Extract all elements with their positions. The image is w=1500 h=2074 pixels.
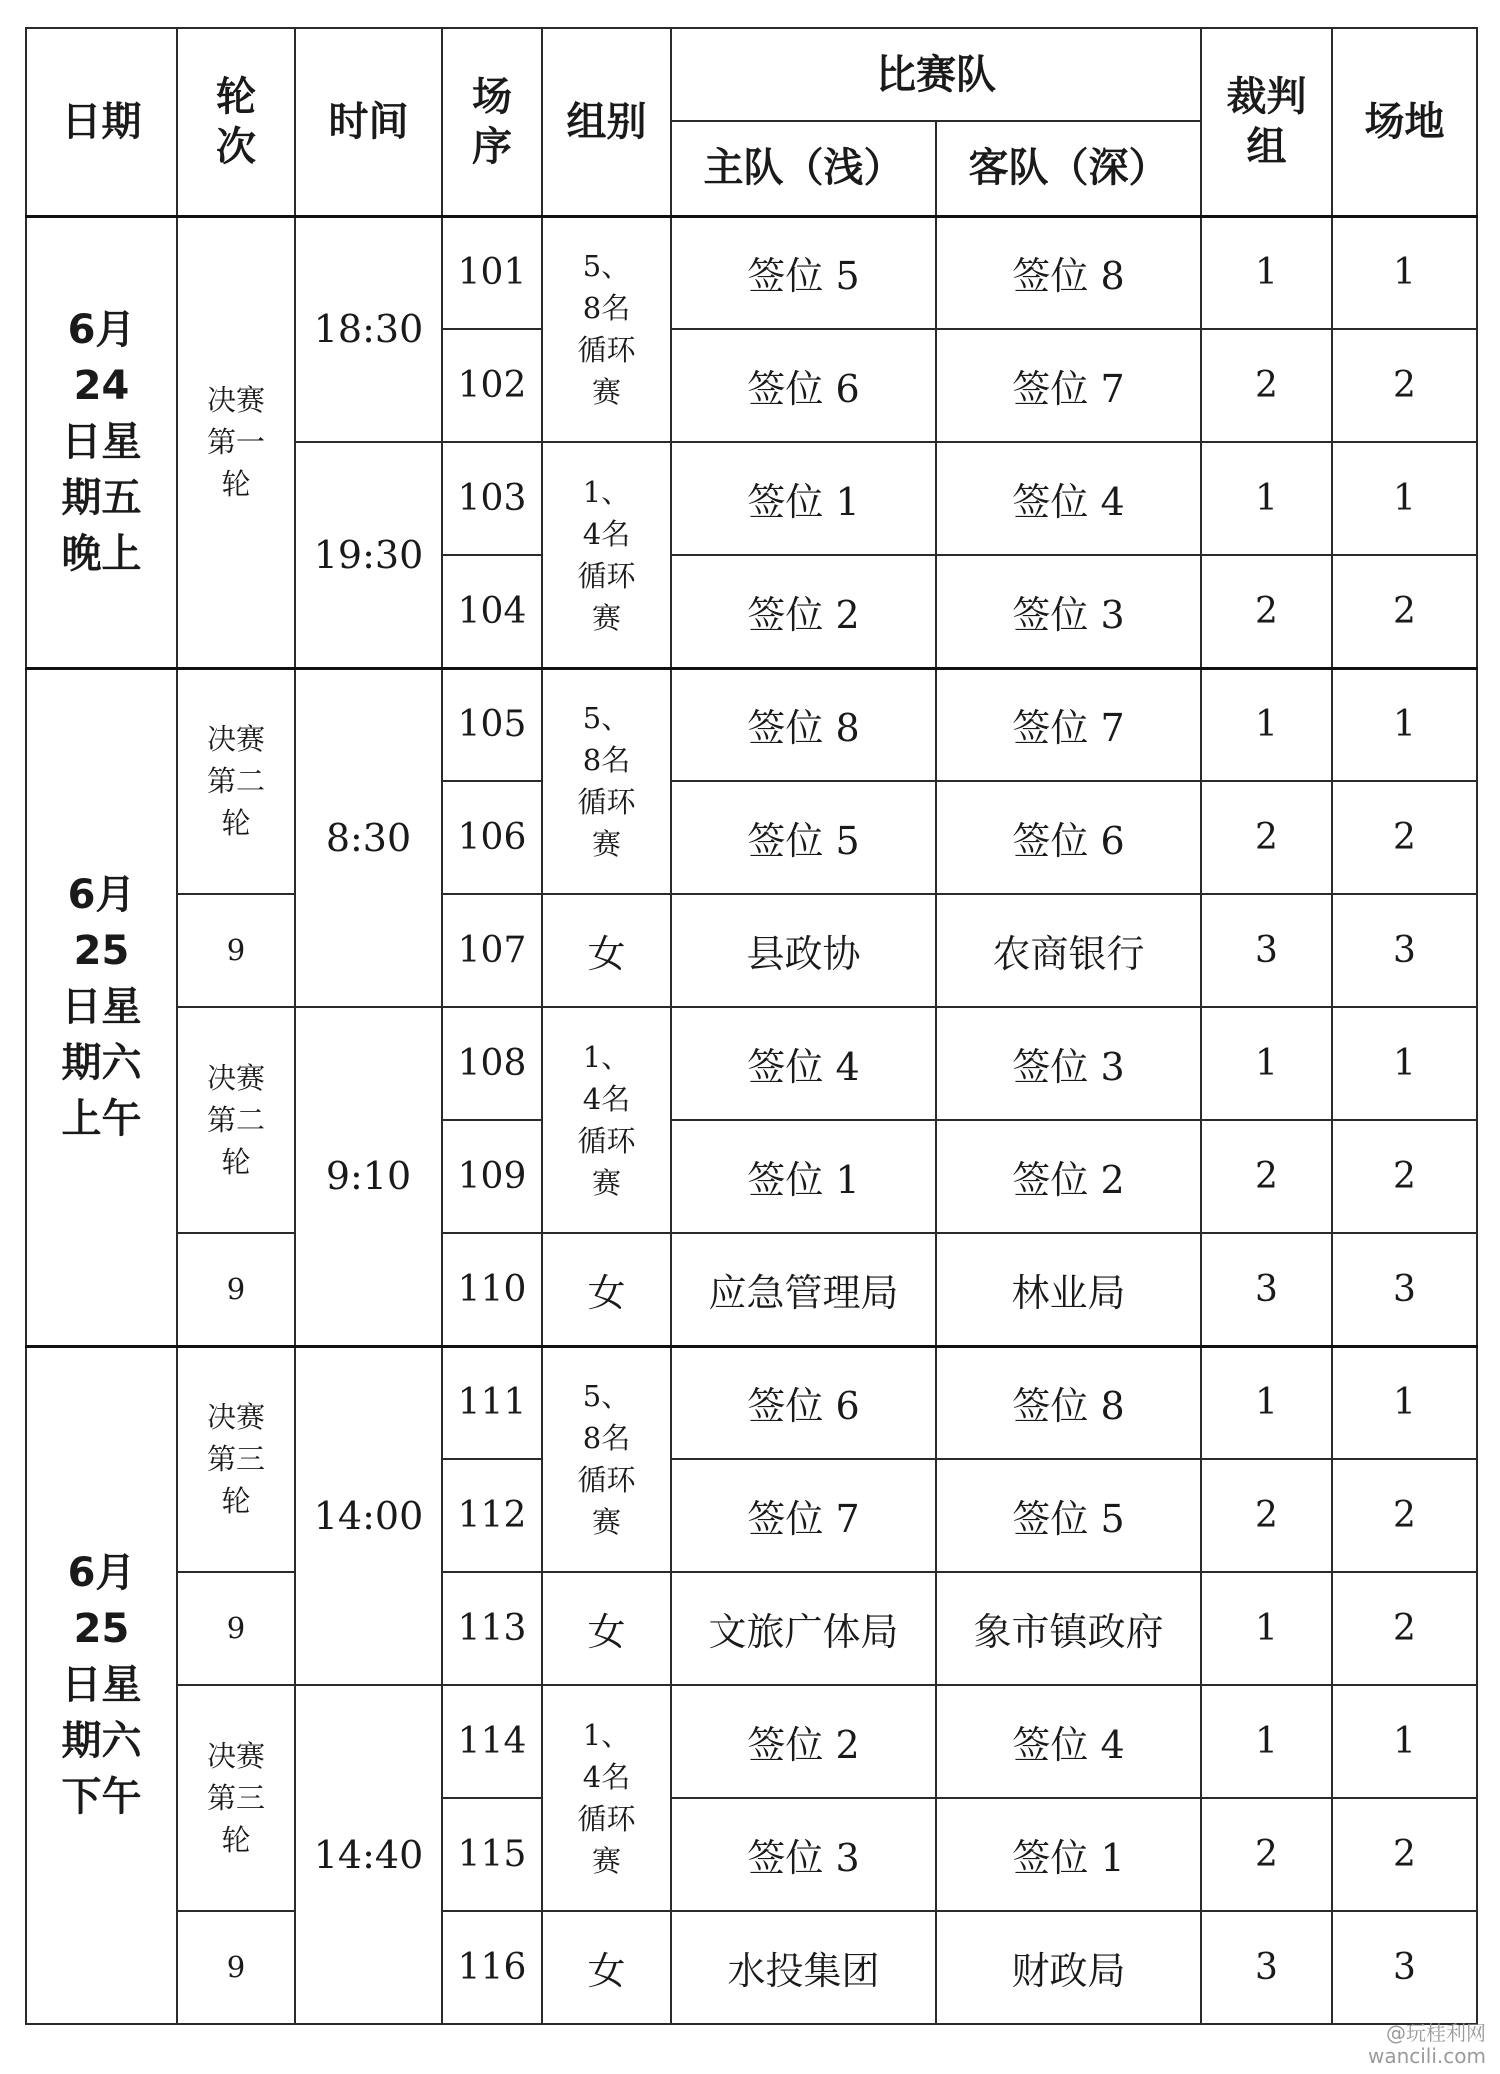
referee-group: 3 (1201, 894, 1332, 1007)
venue-cell: 3 (1332, 1233, 1477, 1346)
group-cell (542, 1685, 671, 1911)
group-text: 1、4名循环赛 (577, 1717, 636, 1879)
seq-cell: 114 (442, 1685, 542, 1798)
time-cell: 9:10 (295, 1007, 442, 1346)
round-text: 决赛第三轮 (206, 1400, 265, 1519)
group-text: 1、4名循环赛 (577, 1039, 636, 1201)
round-text: 决赛第三轮 (206, 1738, 265, 1858)
venue-cell: 1 (1332, 1007, 1477, 1120)
home-team: 签位 5 (671, 781, 936, 894)
venue-cell: 1 (1332, 668, 1477, 781)
round-cell: 9 (177, 1911, 295, 2024)
group-text: 5、8名循环赛 (577, 701, 636, 862)
seq-cell: 112 (442, 1459, 542, 1572)
home-team: 签位 1 (671, 1120, 936, 1233)
round-text: 决赛第一轮 (206, 382, 265, 502)
group-text: 5、8名循环赛 (577, 249, 636, 410)
seq-cell: 116 (442, 1911, 542, 2024)
seq-cell: 115 (442, 1798, 542, 1911)
schedule-table (25, 27, 1478, 2025)
away-team: 签位 6 (936, 781, 1201, 894)
home-team: 签位 1 (671, 442, 936, 555)
away-team: 签位 4 (936, 1685, 1201, 1798)
venue-cell: 2 (1332, 555, 1477, 668)
header-date: 日期 (26, 28, 177, 216)
round-cell (177, 1007, 295, 1233)
header-referee-text: 裁判组 (1226, 73, 1307, 170)
venue-cell: 1 (1332, 1346, 1477, 1459)
round-cell (177, 1685, 295, 1911)
referee-group: 2 (1201, 1120, 1332, 1233)
group-cell (542, 442, 671, 668)
day-cell (26, 668, 177, 1346)
round-text: 决赛第二轮 (206, 722, 265, 841)
time-cell: 19:30 (295, 442, 442, 668)
away-team: 签位 5 (936, 1459, 1201, 1572)
referee-group: 2 (1201, 1798, 1332, 1911)
group-cell (542, 1007, 671, 1233)
header-round (177, 28, 295, 216)
venue-cell: 1 (1332, 1685, 1477, 1798)
away-team: 签位 8 (936, 1346, 1201, 1459)
home-team: 签位 7 (671, 1459, 936, 1572)
home-team: 应急管理局 (671, 1233, 936, 1346)
time-cell: 8:30 (295, 668, 442, 1007)
header-group: 组别 (542, 28, 671, 216)
group-text: 5、8名循环赛 (577, 1379, 636, 1540)
seq-cell: 103 (442, 442, 542, 555)
venue-cell: 3 (1332, 894, 1477, 1007)
away-team: 象市镇政府 (936, 1572, 1201, 1685)
venue-cell: 3 (1332, 1911, 1477, 2024)
referee-group: 2 (1201, 555, 1332, 668)
seq-cell: 113 (442, 1572, 542, 1685)
group-cell (542, 668, 671, 894)
referee-group: 1 (1201, 442, 1332, 555)
referee-group: 1 (1201, 1346, 1332, 1459)
round-cell: 9 (177, 894, 295, 1007)
home-team: 签位 3 (671, 1798, 936, 1911)
group-cell: 女 (542, 894, 671, 1007)
away-team: 农商银行 (936, 894, 1201, 1007)
day-text: 6月24日星期五晚上 (61, 307, 142, 577)
away-team: 签位 2 (936, 1120, 1201, 1233)
header-away: 客队（深） (936, 121, 1201, 216)
round-text: 决赛第二轮 (206, 1060, 265, 1180)
seq-cell: 107 (442, 894, 542, 1007)
away-team: 签位 7 (936, 668, 1201, 781)
time-cell: 18:30 (295, 216, 442, 442)
away-team: 签位 3 (936, 1007, 1201, 1120)
referee-group: 1 (1201, 1572, 1332, 1685)
header-time: 时间 (295, 28, 442, 216)
round-cell (177, 1346, 295, 1572)
group-text: 1、4名循环赛 (577, 474, 636, 635)
day-text: 6月25日星期六下午 (61, 1550, 142, 1821)
header-seq-text: 场序 (472, 73, 512, 170)
referee-group: 1 (1201, 1007, 1332, 1120)
venue-cell: 2 (1332, 781, 1477, 894)
round-cell (177, 216, 295, 668)
time-cell: 14:00 (295, 1346, 442, 1685)
home-team: 文旅广体局 (671, 1572, 936, 1685)
seq-cell: 104 (442, 555, 542, 668)
header-referee (1201, 28, 1332, 216)
home-team: 签位 6 (671, 1346, 936, 1459)
home-team: 签位 8 (671, 668, 936, 781)
referee-group: 3 (1201, 1233, 1332, 1346)
home-team: 县政协 (671, 894, 936, 1007)
referee-group: 2 (1201, 1459, 1332, 1572)
home-team: 签位 4 (671, 1007, 936, 1120)
day-text: 6月25日星期六上午 (61, 872, 142, 1142)
venue-cell: 2 (1332, 1572, 1477, 1685)
seq-cell: 105 (442, 668, 542, 781)
away-team: 财政局 (936, 1911, 1201, 2024)
venue-cell: 1 (1332, 442, 1477, 555)
home-team: 签位 6 (671, 329, 936, 442)
day-cell (26, 1346, 177, 2024)
away-team: 签位 7 (936, 329, 1201, 442)
header-seq (442, 28, 542, 216)
referee-group: 2 (1201, 329, 1332, 442)
seq-cell: 108 (442, 1007, 542, 1120)
home-team: 水投集团 (671, 1911, 936, 2024)
seq-cell: 102 (442, 329, 542, 442)
venue-cell: 2 (1332, 1459, 1477, 1572)
venue-cell: 2 (1332, 1798, 1477, 1911)
referee-group: 1 (1201, 668, 1332, 781)
away-team: 签位 3 (936, 555, 1201, 668)
venue-cell: 2 (1332, 329, 1477, 442)
home-team: 签位 5 (671, 216, 936, 329)
header-venue: 场地 (1332, 28, 1477, 216)
header-round-text: 轮次 (216, 73, 256, 170)
venue-cell: 1 (1332, 216, 1477, 329)
away-team: 林业局 (936, 1233, 1201, 1346)
away-team: 签位 8 (936, 216, 1201, 329)
header-teams: 比赛队 (671, 28, 1201, 121)
watermark-line1: @玩桂利网 (1386, 2021, 1486, 2045)
header-home: 主队（浅） (671, 121, 936, 216)
seq-cell: 111 (442, 1346, 542, 1459)
seq-cell: 110 (442, 1233, 542, 1346)
round-cell: 9 (177, 1572, 295, 1685)
seq-cell: 101 (442, 216, 542, 329)
group-cell: 女 (542, 1233, 671, 1346)
group-cell (542, 1346, 671, 1572)
home-team: 签位 2 (671, 555, 936, 668)
round-cell (177, 668, 295, 894)
referee-group: 1 (1201, 1685, 1332, 1798)
away-team: 签位 1 (936, 1798, 1201, 1911)
referee-group: 1 (1201, 216, 1332, 329)
group-cell (542, 216, 671, 442)
home-team: 签位 2 (671, 1685, 936, 1798)
day-cell (26, 216, 177, 668)
round-cell: 9 (177, 1233, 295, 1346)
referee-group: 3 (1201, 1911, 1332, 2024)
time-cell: 14:40 (295, 1685, 442, 2024)
seq-cell: 109 (442, 1120, 542, 1233)
away-team: 签位 4 (936, 442, 1201, 555)
venue-cell: 2 (1332, 1120, 1477, 1233)
referee-group: 2 (1201, 781, 1332, 894)
watermark-line2: wancili.com (1367, 2044, 1486, 2068)
group-cell: 女 (542, 1572, 671, 1685)
watermark (1368, 2022, 1486, 2068)
group-cell: 女 (542, 1911, 671, 2024)
seq-cell: 106 (442, 781, 542, 894)
